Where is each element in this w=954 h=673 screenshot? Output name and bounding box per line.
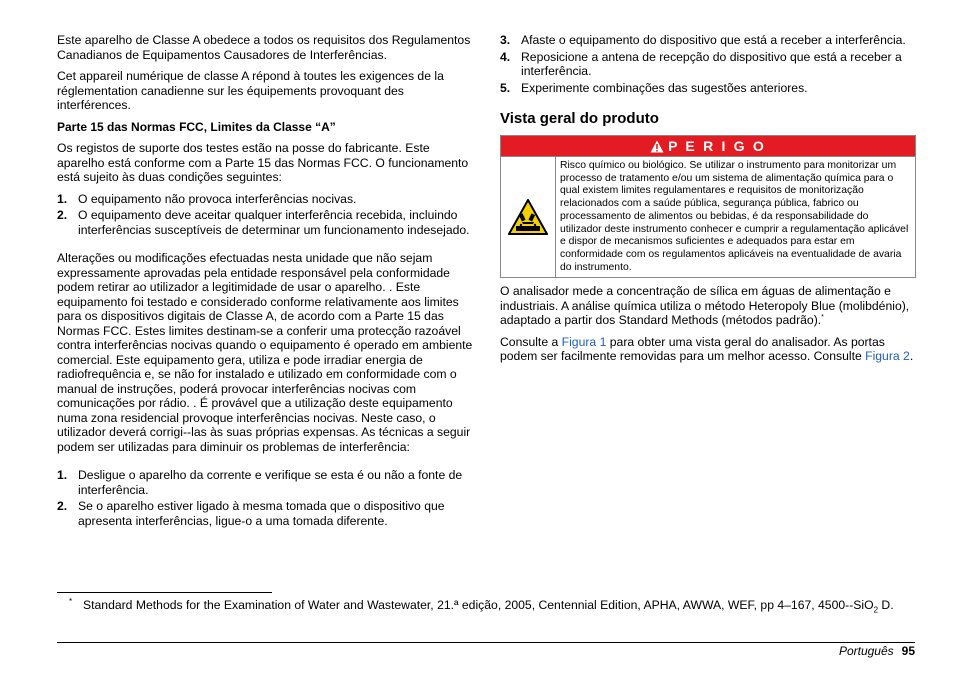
list-item: 2. Se o aparelho estiver ligado à mesma tomada que o dispositivo que apresenta interferências, ligue-o a uma tomada diferente.	[57, 499, 445, 528]
interference-steps-continued-list	[500, 33, 916, 95]
fcc-conditions-list	[57, 192, 475, 238]
footnote-divider	[57, 592, 272, 593]
fcc-heading: Parte 15 das Normas FCC, Limites da Classe “A”	[57, 119, 336, 134]
footer-divider	[57, 642, 915, 643]
list-item: 5. Experimente combinações das sugestões anteriores.	[500, 80, 808, 95]
danger-body	[501, 156, 915, 277]
list-item: 4. Reposicione a antena de recepção do dispositivo que está a receber a interferência.	[500, 49, 902, 78]
figure-2-link[interactable]: Figura 2	[865, 349, 910, 364]
list-item: 2. O equipamento deve aceitar qualquer interferência recebida, incluindo interferências susceptíveis de determinar um funcionamento indesejado.	[57, 208, 470, 237]
list-item: 3. Afaste o equipamento do dispositivo que está a receber a interferência.	[500, 33, 906, 47]
canada-compliance-french-paragraph: Cet appareil numérique de classe A répond à toutes les exigences de la réglementation canadienne sur les équipements provoquant des interférences.	[57, 69, 444, 112]
page-number: 95	[901, 644, 915, 658]
right-column	[500, 33, 916, 371]
footer-language: Português	[838, 644, 894, 658]
danger-text: Risco químico ou biológico. Se utilizar o instrumento para monitorizar um processo de tratamento e/ou um sistema de alimentação química para o qual existem limites regulamentares e requisitos de monitorização relacionados com a saúde pública, segurança pública, fabrico ou processamento de alimentos ou bebidas, é da responsabilidade do utilizador deste instrumento conhecer e cumprir a regulamentação aplicável e dispor de mecanismos suficientes e adequados para estar em conformidade com os regulamentos aplicáveis na eventualidade de avaria do instrumento.	[560, 160, 909, 273]
overview-paragraph: O analisador mede a concentração de sílica em águas de alimentação e industriais. A análise química utiliza o método Heteropoly Blue (molibdénio), adaptado a partir dos Standard Methods (métodos padrão).*	[500, 284, 910, 328]
danger-notice	[500, 135, 916, 278]
page-footer	[839, 644, 915, 659]
figure-reference-paragraph: Consulte a Figura 1 para obter uma vista geral do analisador. As portas podem ser facilmente removidas para um melhor acesso. Consulte Figura 2.	[500, 334, 914, 364]
section-title: Vista geral do produto	[500, 110, 659, 127]
footnote	[57, 598, 917, 613]
footnote-marker: *	[821, 314, 824, 322]
footnote-text: Standard Methods for the Examination of Water and Wastewater, 21.ª edição, 2005, Centennial Edition, APHA, AWWA, WEF, pp 4–167, 4500--SiO$_2$ D.	[83, 598, 894, 615]
interference-steps-list	[57, 468, 475, 528]
danger-header	[501, 136, 915, 156]
warning-triangle-icon	[650, 140, 664, 153]
danger-title: P E R I G O	[668, 138, 766, 154]
list-item: 1. O equipamento não provoca interferências nocivas.	[57, 191, 357, 206]
chemical-hazard-icon	[508, 199, 548, 235]
list-item: 1. Desligue o aparelho da corrente e verifique se esta é ou não a fonte de interferência.	[57, 468, 463, 497]
fcc-intro-paragraph: Os registos de suporte dos testes estão na posse do fabricante. Este aparelho está conforme com a Parte 15 das Normas FCC. O funcionamento está sujeito às duas condições seguintes:	[57, 141, 469, 184]
left-column	[57, 33, 475, 530]
fcc-interference-paragraph: Alterações ou modificações efectuadas nesta unidade que não sejam expressamente aprovadas pela entidade responsável pela conformidade podem retirar ao utilizador a legitimidade de usar o aparelho. . Este equipamento foi testado e considerado conforme relativamente aos limites para os dispositivos digitais de Classe A, de acordo com a Parte 15 das Normas FCC. Estes limites destinam-se a conferir uma protecção razoável contra interferências nocivas quando o equipamento é operado em ambiente comercial. Este equipamento gera, utiliza e pode irradiar energia de radiofrequência e, se não for instalado e utilizado em conformidade com o manual de instruções, poderá provocar interferências nocivas com comunicações por rádio. . É provável que a utilização deste equipamento numa zona residencial provoque interferências nocivas. Neste caso, o utilizador deverá corrigi--las às suas próprias expensas. As técnicas a seguir podem ser utilizadas para diminuir os problemas de interferência:	[57, 251, 473, 454]
canada-compliance-paragraph: Este aparelho de Classe A obedece a todos os requisitos dos Regulamentos Canadianos de Equipamentos Causadores de Interferências.	[57, 33, 471, 62]
figure-1-link[interactable]: Figura 1	[561, 334, 607, 349]
footnote-mark: *	[69, 597, 73, 606]
